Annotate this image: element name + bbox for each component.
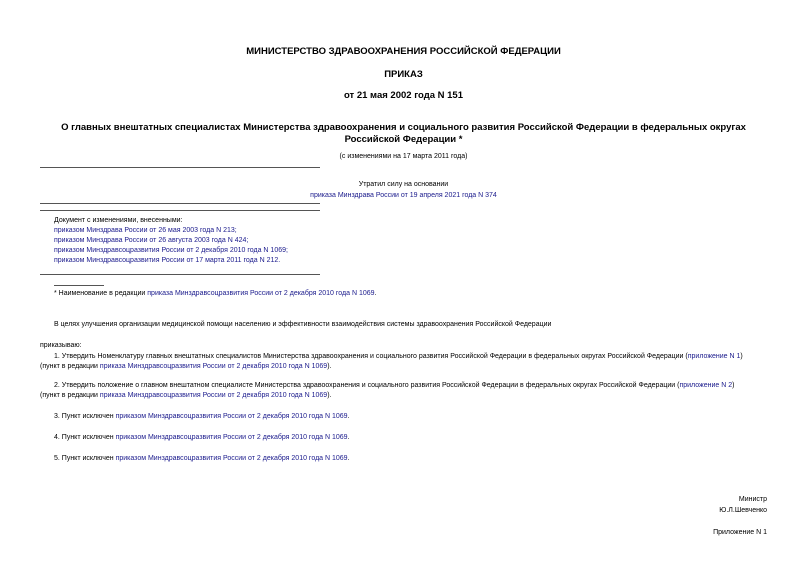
- paragraph-1-note-link[interactable]: приказа Минздравсоцразвития России от 2 декабря 2010 года N 1069: [99, 363, 328, 370]
- signature-name: Ю.Л.Шевченко: [719, 507, 767, 514]
- paragraph-1-text: 1. Утвердить Номенклатуру главных внештатных специалистов Министерства здравоохранения и социального развития Российской Федерации в федеральных округах Российской Федерации (: [54, 353, 688, 360]
- amendment-link-4[interactable]: приказом Минздравсоцразвития России от 17 марта 2011 года N 212.: [54, 257, 281, 264]
- amended-note: (с изменениями на 17 марта 2011 года): [339, 153, 468, 160]
- repeal-block: [0, 191, 807, 201]
- paragraph-5: [40, 454, 767, 464]
- paragraph-2-note-prefix: (пункт в редакции: [40, 392, 98, 399]
- divider-2: [40, 203, 320, 204]
- paragraph-5-suffix: .: [347, 455, 350, 462]
- amendments-heading: Документ с изменениями, внесенными:: [54, 217, 183, 224]
- paragraph-2-note: [40, 391, 767, 401]
- paragraph-2: [40, 381, 767, 391]
- divider-4: [40, 274, 320, 275]
- amendment-link-1[interactable]: приказом Минздрава России от 26 мая 2003 года N 213;: [54, 227, 237, 234]
- paragraph-2-note-suffix: ).: [327, 392, 332, 399]
- doc-type-heading: ПРИКАЗ: [384, 69, 423, 80]
- divider-1: [40, 167, 320, 168]
- paragraph-1-close: ): [740, 353, 743, 360]
- paragraph-5-prefix: 5. Пункт исключен: [54, 455, 114, 462]
- footnote-divider: [54, 285, 104, 286]
- order-word: приказываю:: [40, 342, 82, 349]
- paragraph-4: [40, 433, 767, 443]
- amendment-link-2[interactable]: приказом Минздрава России от 26 августа 2003 года N 424;: [54, 237, 249, 244]
- paragraph-3: [40, 412, 767, 422]
- paragraph-2-text: 2. Утвердить положение о главном внештатном специалисте Министерства здравоохранения и социального развития Российской Федерации в федеральных округах Российской Федерации (: [54, 382, 680, 389]
- paragraph-4-prefix: 4. Пункт исключен: [54, 434, 114, 441]
- paragraph-4-suffix: .: [347, 434, 350, 441]
- paragraph-1-note: [40, 362, 767, 372]
- appendix-2-link[interactable]: приложение N 2: [679, 382, 733, 389]
- paragraph-1-note-prefix: (пункт в редакции: [40, 363, 98, 370]
- paragraph-3-prefix: 3. Пункт исключен: [54, 413, 114, 420]
- date-number-heading: от 21 мая 2002 года N 151: [343, 90, 464, 101]
- paragraph-4-link[interactable]: приказом Минздравсоцразвития России от 2 декабря 2010 года N 1069: [115, 434, 348, 441]
- repeal-link[interactable]: приказа Минздрава России от 19 апреля 2021 года N 374: [310, 192, 497, 199]
- paragraph-5-link[interactable]: приказом Минздравсоцразвития России от 2 декабря 2010 года N 1069: [115, 455, 348, 462]
- signature-position: Министр: [738, 496, 767, 503]
- paragraph-2-note-link[interactable]: приказа Минздравсоцразвития России от 2 декабря 2010 года N 1069: [99, 392, 328, 399]
- footnote-prefix: * Наименование в редакции: [54, 290, 146, 297]
- paragraph-2-close: ): [732, 382, 735, 389]
- footnote-link[interactable]: приказа Минздравсоцразвития России от 2 декабря 2010 года N 1069: [147, 290, 375, 297]
- amendments-block: [54, 216, 754, 266]
- paragraph-3-suffix: .: [347, 413, 350, 420]
- document-title: О главных внештатных специалистах Министерства здравоохранения и социального развития Российской Федерации в федеральных округах Российской Федерации *: [61, 122, 746, 145]
- ministry-heading: МИНИСТЕРСТВО ЗДРАВООХРАНЕНИЯ РОССИЙСКОЙ ФЕДЕРАЦИИ: [246, 46, 561, 57]
- divider-3: [40, 210, 320, 211]
- repeal-text: Утратил силу на основании: [358, 181, 449, 188]
- footnote: [54, 289, 774, 299]
- footnote-suffix: .: [374, 290, 377, 297]
- amendment-link-3[interactable]: приказом Минздравсоцразвития России от 2 декабря 2010 года N 1069;: [54, 247, 288, 254]
- paragraph-3-link[interactable]: приказом Минздравсоцразвития России от 2 декабря 2010 года N 1069: [115, 413, 348, 420]
- appendix-label: Приложение N 1: [713, 529, 767, 536]
- appendix-1-link[interactable]: приложение N 1: [687, 353, 741, 360]
- paragraph-1-note-suffix: ).: [327, 363, 332, 370]
- paragraph-1: [40, 352, 767, 362]
- intro-paragraph: В целях улучшения организации медицинской помощи населению и эффективности взаимодействия системы здравоохранения Российской Федерации: [54, 321, 552, 328]
